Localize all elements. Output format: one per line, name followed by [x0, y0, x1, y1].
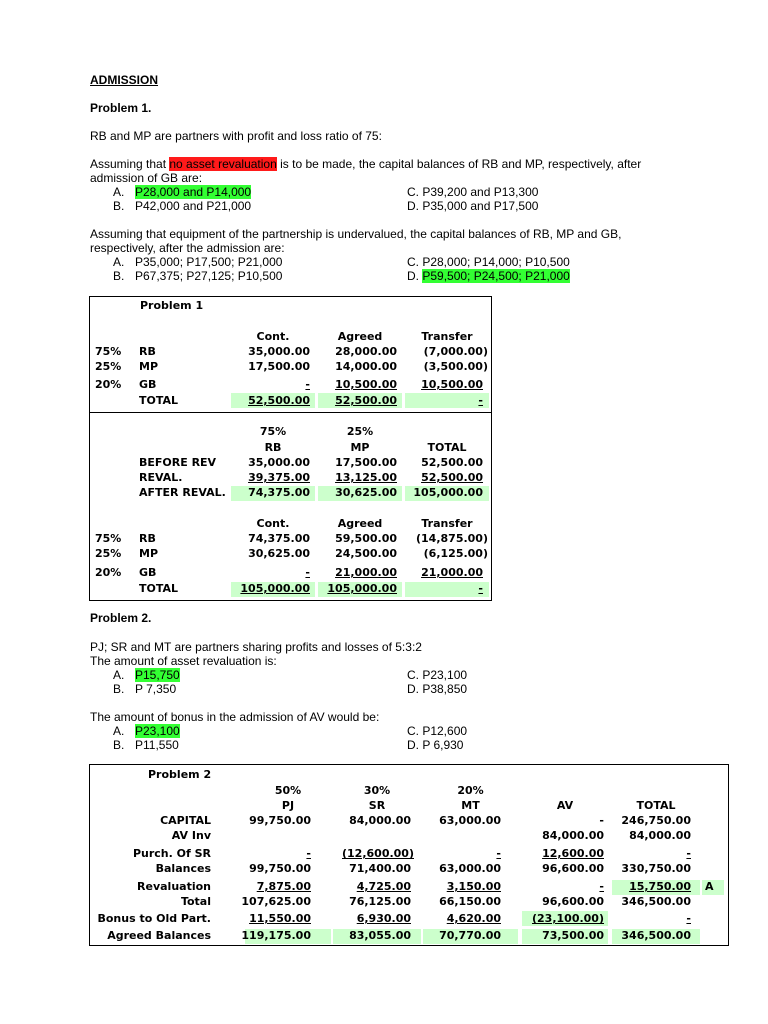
row-label: Total [180, 895, 211, 908]
row-label: BEFORE REV [139, 456, 217, 469]
cell: 35,000.00 [248, 345, 310, 358]
cell: 99,750.00 [249, 814, 311, 827]
cell: 52,500.00 [421, 456, 483, 469]
cell: 83,055.00 [349, 929, 411, 942]
row-label: MP [139, 547, 159, 560]
col-header-mp: MP [350, 441, 370, 454]
cell: 84,000.00 [629, 829, 691, 842]
cell: 96,600.00 [542, 895, 604, 908]
cell: 13,125.00 [335, 471, 397, 484]
cell: 11,550.00 [249, 912, 311, 925]
col-header-pj: PJ [281, 799, 295, 812]
p1-q2-option-b: P67,375; P27,125; P10,500 [135, 269, 283, 283]
cell: 4,725.00 [356, 880, 411, 893]
p2-q2-option-b: P11,550 [135, 738, 179, 752]
cell: 21,000.00 [421, 566, 483, 579]
cell: 24,500.00 [335, 547, 397, 560]
cell: 76,125.00 [349, 895, 411, 908]
cell: 28,000.00 [335, 345, 397, 358]
cell: - [686, 847, 691, 860]
p1-q1-option-c: C. P39,200 and P13,300 [407, 185, 539, 199]
row-label: Balances [155, 862, 211, 875]
row-pct: 75% [95, 532, 122, 545]
table-title: Problem 1 [140, 299, 204, 312]
cell: 30,625.00 [335, 486, 397, 499]
cell: 70,770.00 [439, 929, 501, 942]
cell: (3,500.00) [423, 360, 488, 373]
cell: 74,375.00 [248, 486, 310, 499]
p1-q1-option-b-letter: B. [113, 199, 125, 213]
cell: - [686, 912, 691, 925]
no-reval-highlight: no asset revaluation [169, 157, 277, 171]
cell: 71,400.00 [349, 862, 411, 875]
p1-q2-option-d: D. P59,500; P24,500; P21,000 [407, 269, 570, 283]
row-label: GB [139, 566, 157, 579]
p1-q1-option-a-letter: A. [113, 185, 125, 199]
cell: 84,000.00 [349, 814, 411, 827]
cell: 52,500.00 [421, 471, 483, 484]
p2-q2-option-a-letter: A. [113, 724, 125, 738]
row-label: CAPITAL [160, 814, 211, 827]
col-pct: 25% [346, 425, 374, 438]
row-label: Revaluation [137, 880, 211, 893]
cell: 14,000.00 [335, 360, 397, 373]
row-label: RB [139, 532, 156, 545]
cell: 10,500.00 [335, 378, 397, 391]
p1-q1-option-a-answer: P28,000 and P14,000 [135, 185, 252, 199]
cell: (6,125.00) [423, 547, 488, 560]
p1-q2-option-c: C. P28,000; P14,000; P10,500 [407, 255, 570, 269]
cell: 12,600.00 [542, 847, 604, 860]
problem-1-title: Problem 1. [90, 101, 152, 115]
row-label: Bonus to Old Part. [97, 912, 211, 925]
p1-q2-option-a: P35,000; P17,500; P21,000 [135, 255, 283, 269]
cell: 52,500.00 [335, 394, 397, 407]
cell: - [306, 847, 311, 860]
cell: 6,930.00 [356, 912, 411, 925]
col-header-cont: Cont. [256, 517, 290, 530]
cell: 84,000.00 [542, 829, 604, 842]
cell: 59,500.00 [335, 532, 397, 545]
cell: - [305, 378, 310, 391]
cell: - [599, 880, 604, 893]
cell: 17,500.00 [248, 360, 310, 373]
p2-q1-option-a-answer: P15,750 [135, 668, 180, 682]
col-pct: 50% [274, 784, 302, 797]
cell: 30,625.00 [248, 547, 310, 560]
cell: 66,150.00 [439, 895, 501, 908]
p1-question-1-line2: admission of GB are: [90, 171, 203, 185]
col-header-agreed: Agreed [337, 330, 383, 343]
col-pct: 20% [457, 784, 484, 797]
cell: 346,500.00 [621, 929, 691, 942]
p1-q2-option-b-letter: B. [113, 269, 125, 283]
row-label: RB [139, 345, 156, 358]
row-pct: 25% [95, 360, 122, 373]
row-pct: 75% [95, 345, 122, 358]
row-pct: 20% [95, 566, 122, 579]
cell: (23,100.00) [532, 912, 604, 925]
p2-q1-option-a-letter: A. [113, 668, 125, 682]
cell: 7,875.00 [256, 880, 311, 893]
cell: 96,600.00 [542, 862, 604, 875]
cell: (14,875.00) [416, 532, 488, 545]
cell: 73,500.00 [542, 929, 604, 942]
row-label: AV Inv [171, 829, 211, 842]
table-divider [90, 412, 491, 413]
cell: 15,750.00 [629, 880, 691, 893]
problem-1-intro: RB and MP are partners with profit and loss ratio of 75: [90, 129, 382, 143]
row-label: MP [139, 360, 159, 373]
col-header-av: AV [556, 799, 574, 812]
cell: - [599, 814, 604, 827]
cell: 35,000.00 [248, 456, 310, 469]
cell: - [496, 847, 501, 860]
col-header-total: TOTAL [636, 799, 676, 812]
cell: 346,500.00 [621, 895, 691, 908]
cell: 10,500.00 [421, 378, 483, 391]
p1-question-1-line1: Assuming that no asset revaluation is to be made, the capital balances of RB and MP, respectively, after [90, 157, 642, 171]
cell: 3,150.00 [446, 880, 501, 893]
cell: (12,600.00) [342, 847, 414, 860]
p2-q2-option-a-answer: P23,100 [135, 724, 180, 738]
p1-question-2-line2: respectively, after the admission are: [90, 241, 285, 255]
problem-1-table [89, 296, 492, 601]
table-title: Problem 2 [148, 768, 212, 781]
col-pct: 75% [259, 425, 287, 438]
col-header-agreed: Agreed [337, 517, 383, 530]
col-header-cont: Cont. [256, 330, 290, 343]
document-heading: ADMISSION [90, 73, 159, 87]
cell: 246,750.00 [621, 814, 691, 827]
cell: 105,000.00 [413, 486, 483, 499]
row-pct: 25% [95, 547, 122, 560]
cell: 39,375.00 [248, 471, 310, 484]
cell: - [478, 394, 483, 407]
p2-q1-option-b-letter: B. [113, 682, 125, 696]
row-label: AFTER REVAL. [139, 486, 226, 499]
row-label: Agreed Balances [107, 929, 211, 942]
answer-mark: A [705, 880, 714, 893]
p2-q2-option-c: C. P12,600 [407, 724, 468, 738]
cell: 107,625.00 [241, 895, 311, 908]
row-label: TOTAL [139, 582, 179, 595]
cell: 105,000.00 [240, 582, 310, 595]
cell: 21,000.00 [335, 566, 397, 579]
cell: - [478, 582, 483, 595]
row-pct: 20% [95, 378, 122, 391]
p2-question-2: The amount of bonus in the admission of AV would be: [90, 710, 380, 724]
p1-q2-option-a-letter: A. [113, 255, 125, 269]
p1-question-2-line1: Assuming that equipment of the partnership is undervalued, the capital balances of RB, MP and GB, [90, 227, 622, 241]
row-label: GB [139, 378, 157, 391]
col-header-mt: MT [461, 799, 480, 812]
cell: - [305, 566, 310, 579]
cell: 330,750.00 [621, 862, 691, 875]
problem-2-title: Problem 2. [90, 611, 152, 625]
row-label: Purch. Of SR [132, 847, 211, 860]
p2-q1-option-d: D. P38,850 [407, 682, 468, 696]
col-pct: 30% [363, 784, 391, 797]
cell: 4,620.00 [446, 912, 501, 925]
cell: 119,175.00 [241, 929, 311, 942]
cell: 105,000.00 [327, 582, 397, 595]
p2-question-1: The amount of asset revaluation is: [90, 654, 277, 668]
col-header-transfer: Transfer [421, 517, 473, 530]
row-label: TOTAL [139, 394, 179, 407]
col-header-rb: RB [264, 441, 282, 454]
col-header-transfer: Transfer [421, 330, 473, 343]
p1-q1-option-b: P42,000 and P21,000 [135, 199, 252, 213]
cell: 52,500.00 [248, 394, 310, 407]
p2-q1-option-c: C. P23,100 [407, 668, 468, 682]
problem-2-intro: PJ; SR and MT are partners sharing profits and losses of 5:3:2 [90, 640, 422, 654]
p2-q1-option-b: P 7,350 [135, 682, 177, 696]
col-header-total: TOTAL [427, 441, 467, 454]
cell: 17,500.00 [335, 456, 397, 469]
col-header-sr: SR [368, 799, 386, 812]
cell: 63,000.00 [439, 862, 501, 875]
problem-2-table [89, 764, 729, 946]
p1-q2-option-d-answer: P59,500; P24,500; P21,000 [422, 269, 570, 283]
cell: (7,000.00) [423, 345, 488, 358]
cell: 63,000.00 [439, 814, 501, 827]
p2-q2-option-b-letter: B. [113, 738, 125, 752]
cell: 99,750.00 [249, 862, 311, 875]
p2-q2-option-d: D. P 6,930 [407, 738, 464, 752]
p1-q1-option-d: D. P35,000 and P17,500 [407, 199, 539, 213]
cell: 74,375.00 [248, 532, 310, 545]
row-label: REVAL. [139, 471, 183, 484]
